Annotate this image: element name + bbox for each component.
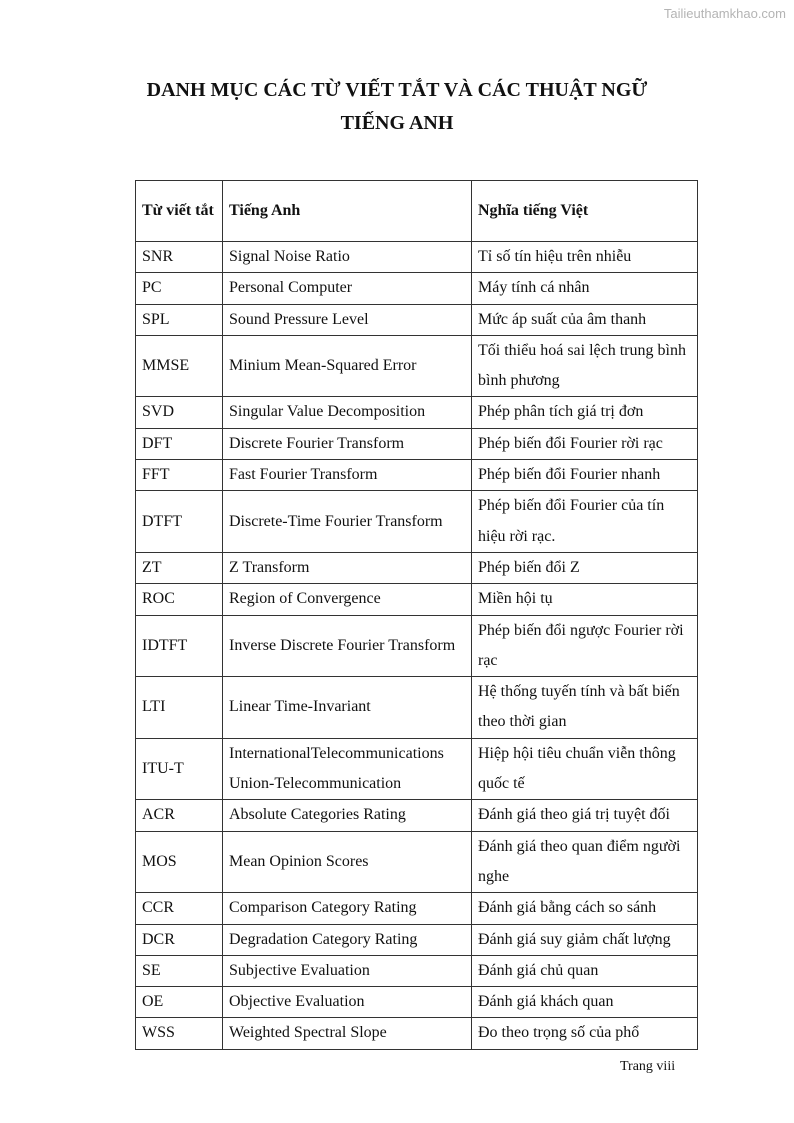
table-row (136, 335, 698, 397)
cell-english: Mean Opinion Scores (223, 831, 472, 893)
cell-english: Discrete-Time Fourier Transform (223, 491, 472, 553)
table-row (136, 987, 698, 1018)
table-row (136, 924, 698, 955)
table-body (136, 242, 698, 1050)
cell-vietnamese: Phép phân tích giá trị đơn (472, 397, 698, 428)
cell-abbreviation: OE (136, 987, 223, 1018)
cell-english: Signal Noise Ratio (223, 242, 472, 273)
cell-abbreviation: SNR (136, 242, 223, 273)
title-line-2: TIẾNG ANH (340, 112, 454, 134)
cell-vietnamese: Phép biến đổi Z (472, 552, 698, 583)
cell-abbreviation: ROC (136, 584, 223, 615)
header-vietnamese: Nghĩa tiếng Việt (472, 181, 698, 242)
cell-abbreviation: SVD (136, 397, 223, 428)
cell-english: Region of Convergence (223, 584, 472, 615)
page-number: Trang viii (620, 1059, 676, 1074)
table-row (136, 615, 698, 677)
cell-english: Degradation Category Rating (223, 924, 472, 955)
cell-english: Sound Pressure Level (223, 304, 472, 335)
cell-vietnamese: Miền hội tụ (472, 584, 698, 615)
cell-vietnamese: Đo theo trọng số của phổ (472, 1018, 698, 1049)
cell-english: Weighted Spectral Slope (223, 1018, 472, 1049)
table-row (136, 831, 698, 893)
cell-english: Personal Computer (223, 273, 472, 304)
cell-vietnamese: Phép biến đổi Fourier nhanh (472, 460, 698, 491)
title-line-1: DANH MỤC CÁC TỪ VIẾT TẮT VÀ CÁC THUẬT NGỮ (146, 79, 648, 101)
header-abbreviation: Từ viết tắt (136, 181, 223, 242)
cell-english: Subjective Evaluation (223, 955, 472, 986)
table-row (136, 955, 698, 986)
cell-english: Linear Time-Invariant (223, 677, 472, 739)
cell-abbreviation: SE (136, 955, 223, 986)
abbreviation-table (135, 180, 698, 1050)
cell-abbreviation: DTFT (136, 491, 223, 553)
cell-english: Objective Evaluation (223, 987, 472, 1018)
cell-vietnamese: Đánh giá bằng cách so sánh (472, 893, 698, 924)
cell-abbreviation: MOS (136, 831, 223, 893)
cell-english: Minium Mean-Squared Error (223, 335, 472, 397)
cell-vietnamese: Tỉ số tín hiệu trên nhiễu (472, 242, 698, 273)
table-row (136, 428, 698, 459)
header-english: Tiếng Anh (223, 181, 472, 242)
table-row (136, 738, 698, 800)
cell-abbreviation: MMSE (136, 335, 223, 397)
cell-vietnamese: Mức áp suất của âm thanh (472, 304, 698, 335)
page-title (100, 74, 694, 140)
table-row (136, 800, 698, 831)
cell-english: Comparison Category Rating (223, 893, 472, 924)
cell-abbreviation: IDTFT (136, 615, 223, 677)
table-row (136, 273, 698, 304)
table-header-row (136, 181, 698, 242)
cell-english: InternationalTelecommunications Union-Telecommunication (223, 738, 472, 800)
cell-vietnamese: Hiệp hội tiêu chuẩn viễn thông quốc tế (472, 738, 698, 800)
table-row (136, 397, 698, 428)
cell-english: Absolute Categories Rating (223, 800, 472, 831)
cell-vietnamese: Phép biến đổi Fourier của tín hiệu rời rạc. (472, 491, 698, 553)
cell-abbreviation: DCR (136, 924, 223, 955)
cell-abbreviation: ITU-T (136, 738, 223, 800)
cell-abbreviation: FFT (136, 460, 223, 491)
table-row (136, 893, 698, 924)
cell-abbreviation: DFT (136, 428, 223, 459)
cell-english: Inverse Discrete Fourier Transform (223, 615, 472, 677)
cell-abbreviation: ACR (136, 800, 223, 831)
cell-vietnamese: Đánh giá theo quan điểm người nghe (472, 831, 698, 893)
cell-abbreviation: ZT (136, 552, 223, 583)
table-row (136, 552, 698, 583)
cell-abbreviation: LTI (136, 677, 223, 739)
cell-abbreviation: WSS (136, 1018, 223, 1049)
table-row (136, 242, 698, 273)
table-row (136, 677, 698, 739)
table-row (136, 460, 698, 491)
cell-vietnamese: Hệ thống tuyến tính và bất biến theo thời gian (472, 677, 698, 739)
cell-abbreviation: CCR (136, 893, 223, 924)
table-row (136, 491, 698, 553)
watermark: Tailieuthamkhao.com (663, 6, 786, 21)
cell-vietnamese: Đánh giá theo giá trị tuyệt đối (472, 800, 698, 831)
cell-abbreviation: SPL (136, 304, 223, 335)
cell-vietnamese: Đánh giá suy giảm chất lượng (472, 924, 698, 955)
cell-english: Fast Fourier Transform (223, 460, 472, 491)
table-row (136, 584, 698, 615)
cell-vietnamese: Tối thiểu hoá sai lệch trung bình bình phương (472, 335, 698, 397)
cell-vietnamese: Phép biến đổi ngược Fourier rời rạc (472, 615, 698, 677)
cell-vietnamese: Đánh giá khách quan (472, 987, 698, 1018)
table-row (136, 1018, 698, 1049)
table-row (136, 304, 698, 335)
cell-vietnamese: Phép biến đổi Fourier rời rạc (472, 428, 698, 459)
cell-english: Z Transform (223, 552, 472, 583)
cell-vietnamese: Máy tính cá nhân (472, 273, 698, 304)
cell-english: Discrete Fourier Transform (223, 428, 472, 459)
cell-vietnamese: Đánh giá chủ quan (472, 955, 698, 986)
cell-english: Singular Value Decomposition (223, 397, 472, 428)
cell-abbreviation: PC (136, 273, 223, 304)
